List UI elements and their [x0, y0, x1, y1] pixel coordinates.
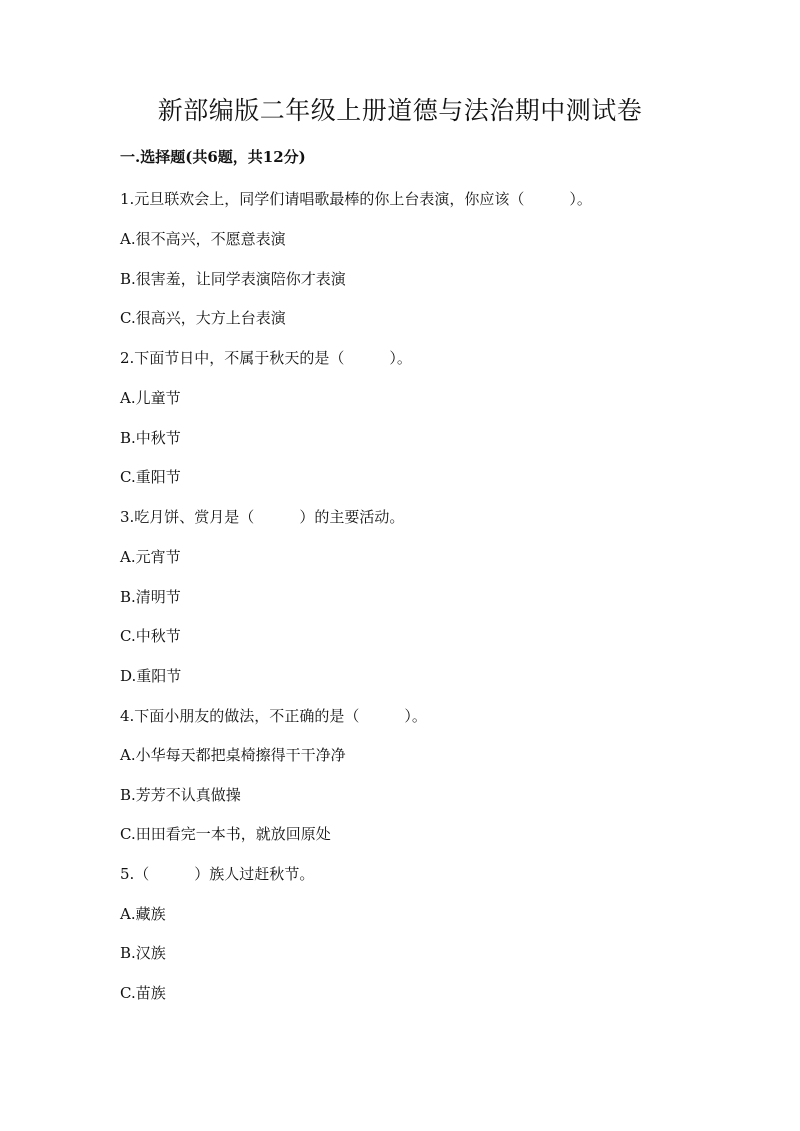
question-2-option-c: C.重阳节	[120, 468, 181, 486]
question-4-option-b: B.芳芳不认真做操	[120, 786, 241, 804]
question-5-stem: 5.（ ）族人过赶秋节。	[120, 865, 315, 883]
question-1-option-b: B.很害羞，让同学表演陪你才表演	[120, 270, 346, 288]
question-3-option-d: D.重阳节	[120, 667, 182, 685]
question-3-option-c: C.中秋节	[120, 627, 181, 645]
question-5-option-c: C.苗族	[120, 984, 166, 1002]
question-2-option-a: A.儿童节	[120, 389, 181, 407]
question-2-option-b: B.中秋节	[120, 429, 181, 447]
question-4-option-c: C.田田看完一本书，就放回原处	[120, 825, 331, 843]
question-3-option-a: A.元宵节	[120, 548, 181, 566]
question-5-option-b: B.汉族	[120, 944, 166, 962]
question-1-option-a: A.很不高兴，不愿意表演	[120, 230, 286, 248]
question-1-option-c: C.很高兴，大方上台表演	[120, 309, 286, 327]
section-heading: 一.选择题(共6题，共12分)	[120, 148, 306, 166]
question-3-option-b: B.清明节	[120, 588, 181, 606]
question-2-stem: 2.下面节日中，不属于秋天的是（ ）。	[120, 349, 412, 367]
question-3-stem: 3.吃月饼、赏月是（ ）的主要活动。	[120, 508, 405, 526]
question-4-stem: 4.下面小朋友的做法，不正确的是（ ）。	[120, 707, 427, 725]
question-1-stem: 1.元旦联欢会上，同学们请唱歌最棒的你上台表演，你应该（ ）。	[120, 190, 592, 208]
page-title: 新部编版二年级上册道德与法治期中测试卷	[157, 96, 643, 125]
question-5-option-a: A.藏族	[120, 905, 166, 923]
question-4-option-a: A.小华每天都把桌椅擦得干干净净	[120, 746, 346, 764]
